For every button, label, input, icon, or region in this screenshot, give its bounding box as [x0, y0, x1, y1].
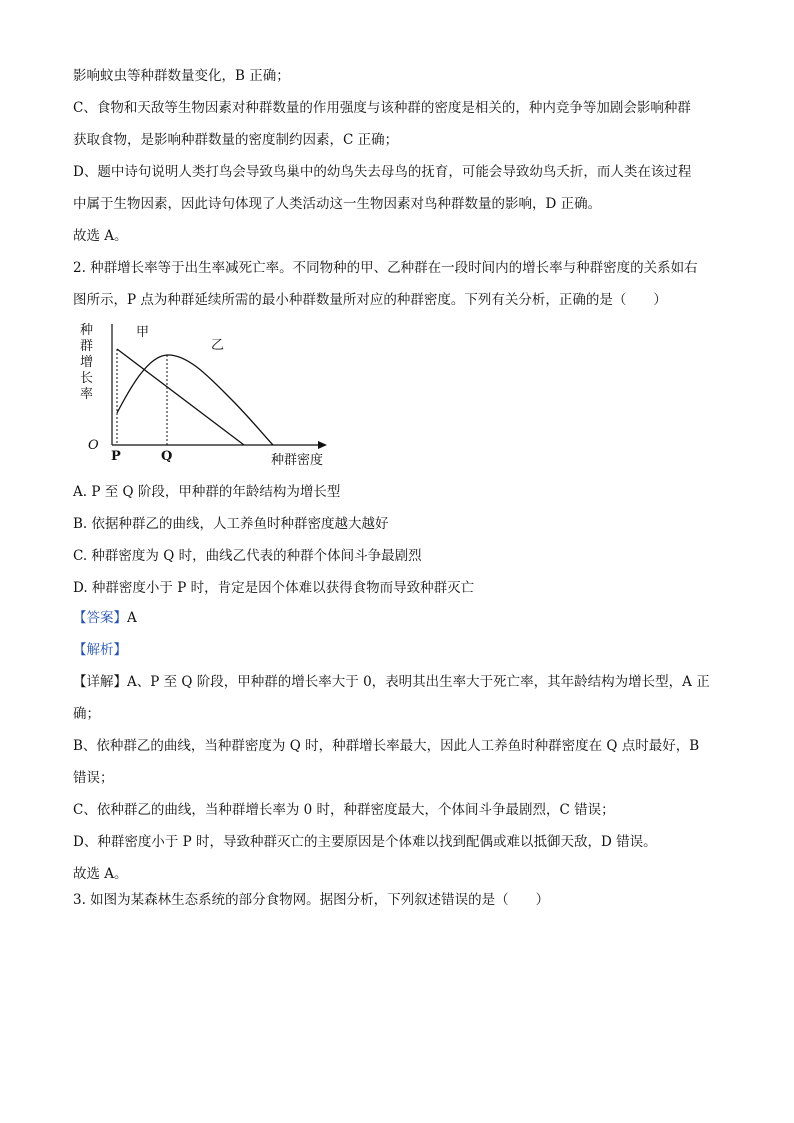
text-line: B、依种群乙的曲线，当种群密度为 Q 时，种群增长率最大，因此人工养鱼时种群密度在 Q 点时最好，B: [73, 738, 700, 754]
option-a: A. P 至 Q 阶段，甲种群的年龄结构为增长型: [73, 484, 341, 500]
question-2-stem: 图所示，P 点为种群延续所需的最小种群数量所对应的种群密度。下列有关分析，正确的是（ ）: [73, 292, 667, 308]
series-jia-line: [117, 349, 244, 445]
y-axis-label-char: 长: [80, 371, 94, 386]
text-line: 故选 A。: [73, 866, 128, 882]
series-yi-curve: [117, 355, 273, 445]
text-line: 错误；: [73, 770, 114, 786]
option-b: B. 依据种群乙的曲线，人工养鱼时种群密度越大越好: [73, 516, 389, 532]
text-line: 确；: [73, 706, 100, 722]
option-c: C. 种群密度为 Q 时，曲线乙代表的种群个体间斗争最剧烈: [73, 548, 422, 564]
text-line: 影响蚊虫等种群数量变化，B 正确；: [73, 68, 290, 84]
text-line: D、题中诗句说明人类打鸟会导致鸟巢中的幼鸟失去母鸟的抚育，可能会导致幼鸟夭折，而人类在该过程: [73, 164, 692, 180]
x-axis-label: 种群密度: [271, 453, 324, 468]
x-axis-arrow: [318, 441, 327, 449]
text-line: 中属于生物因素，因此诗句体现了人类活动这一生物因素对鸟种群数量的影响，D 正确。: [73, 196, 602, 212]
tick-label-q: Q: [161, 449, 173, 464]
question-2-stem: 2. 种群增长率等于出生率减死亡率。不同物种的甲、乙种群在一段时间内的增长率与种群密度的关系如右: [73, 260, 698, 276]
answer-line: [73, 608, 754, 628]
y-axis-label-char: 率: [80, 387, 94, 402]
option-d: D. 种群密度小于 P 时，肯定是因个体难以获得食物而导致种群灭亡: [73, 580, 475, 596]
analysis-tag: 【解析】: [73, 642, 127, 658]
answer-tag: 【答案】: [73, 610, 127, 626]
y-axis-label-char: 群: [80, 339, 94, 354]
series-yi-label: 乙: [211, 338, 225, 353]
analysis-line: [73, 640, 754, 660]
question-3-stem: 3. 如图为某森林生态系统的部分食物网。据图分析，下列叙述错误的是（ ）: [73, 892, 550, 908]
text-line: 获取食物，是影响种群数量的密度制约因素，C 正确；: [73, 132, 399, 148]
answer-value: A: [127, 610, 137, 626]
tick-label-p: P: [111, 449, 121, 464]
y-axis-label-char: 种: [80, 323, 94, 338]
y-axis-label-char: [80, 323, 93, 402]
series-jia-label: 甲: [136, 325, 150, 340]
text-line: 故选 A。: [73, 228, 128, 244]
text-line: D、种群密度小于 P 时，导致种群灭亡的主要原因是个体难以找到配偶或难以抵御天敌，D 错误。: [73, 834, 657, 850]
text-line: C、食物和天敌等生物因素对种群数量的作用强度与该种群的密度是相关的，种内竞争等加剧会影响种群: [73, 100, 691, 116]
detail-tag: 【详解】: [73, 674, 127, 690]
growth-rate-graph: [70, 318, 350, 470]
text-line: C、依种群乙的曲线，当种群增长率为 0 时，种群密度最大，个体间斗争最剧烈，C 错误；: [73, 802, 615, 818]
detail-text: A、P 至 Q 阶段，甲种群的增长率大于 0，表明其出生率大于死亡率，其年龄结构为增长型，A 正: [127, 674, 710, 690]
y-axis-label-char: 增: [80, 355, 94, 370]
detail-line: [73, 672, 754, 692]
origin-label: O: [88, 438, 99, 453]
